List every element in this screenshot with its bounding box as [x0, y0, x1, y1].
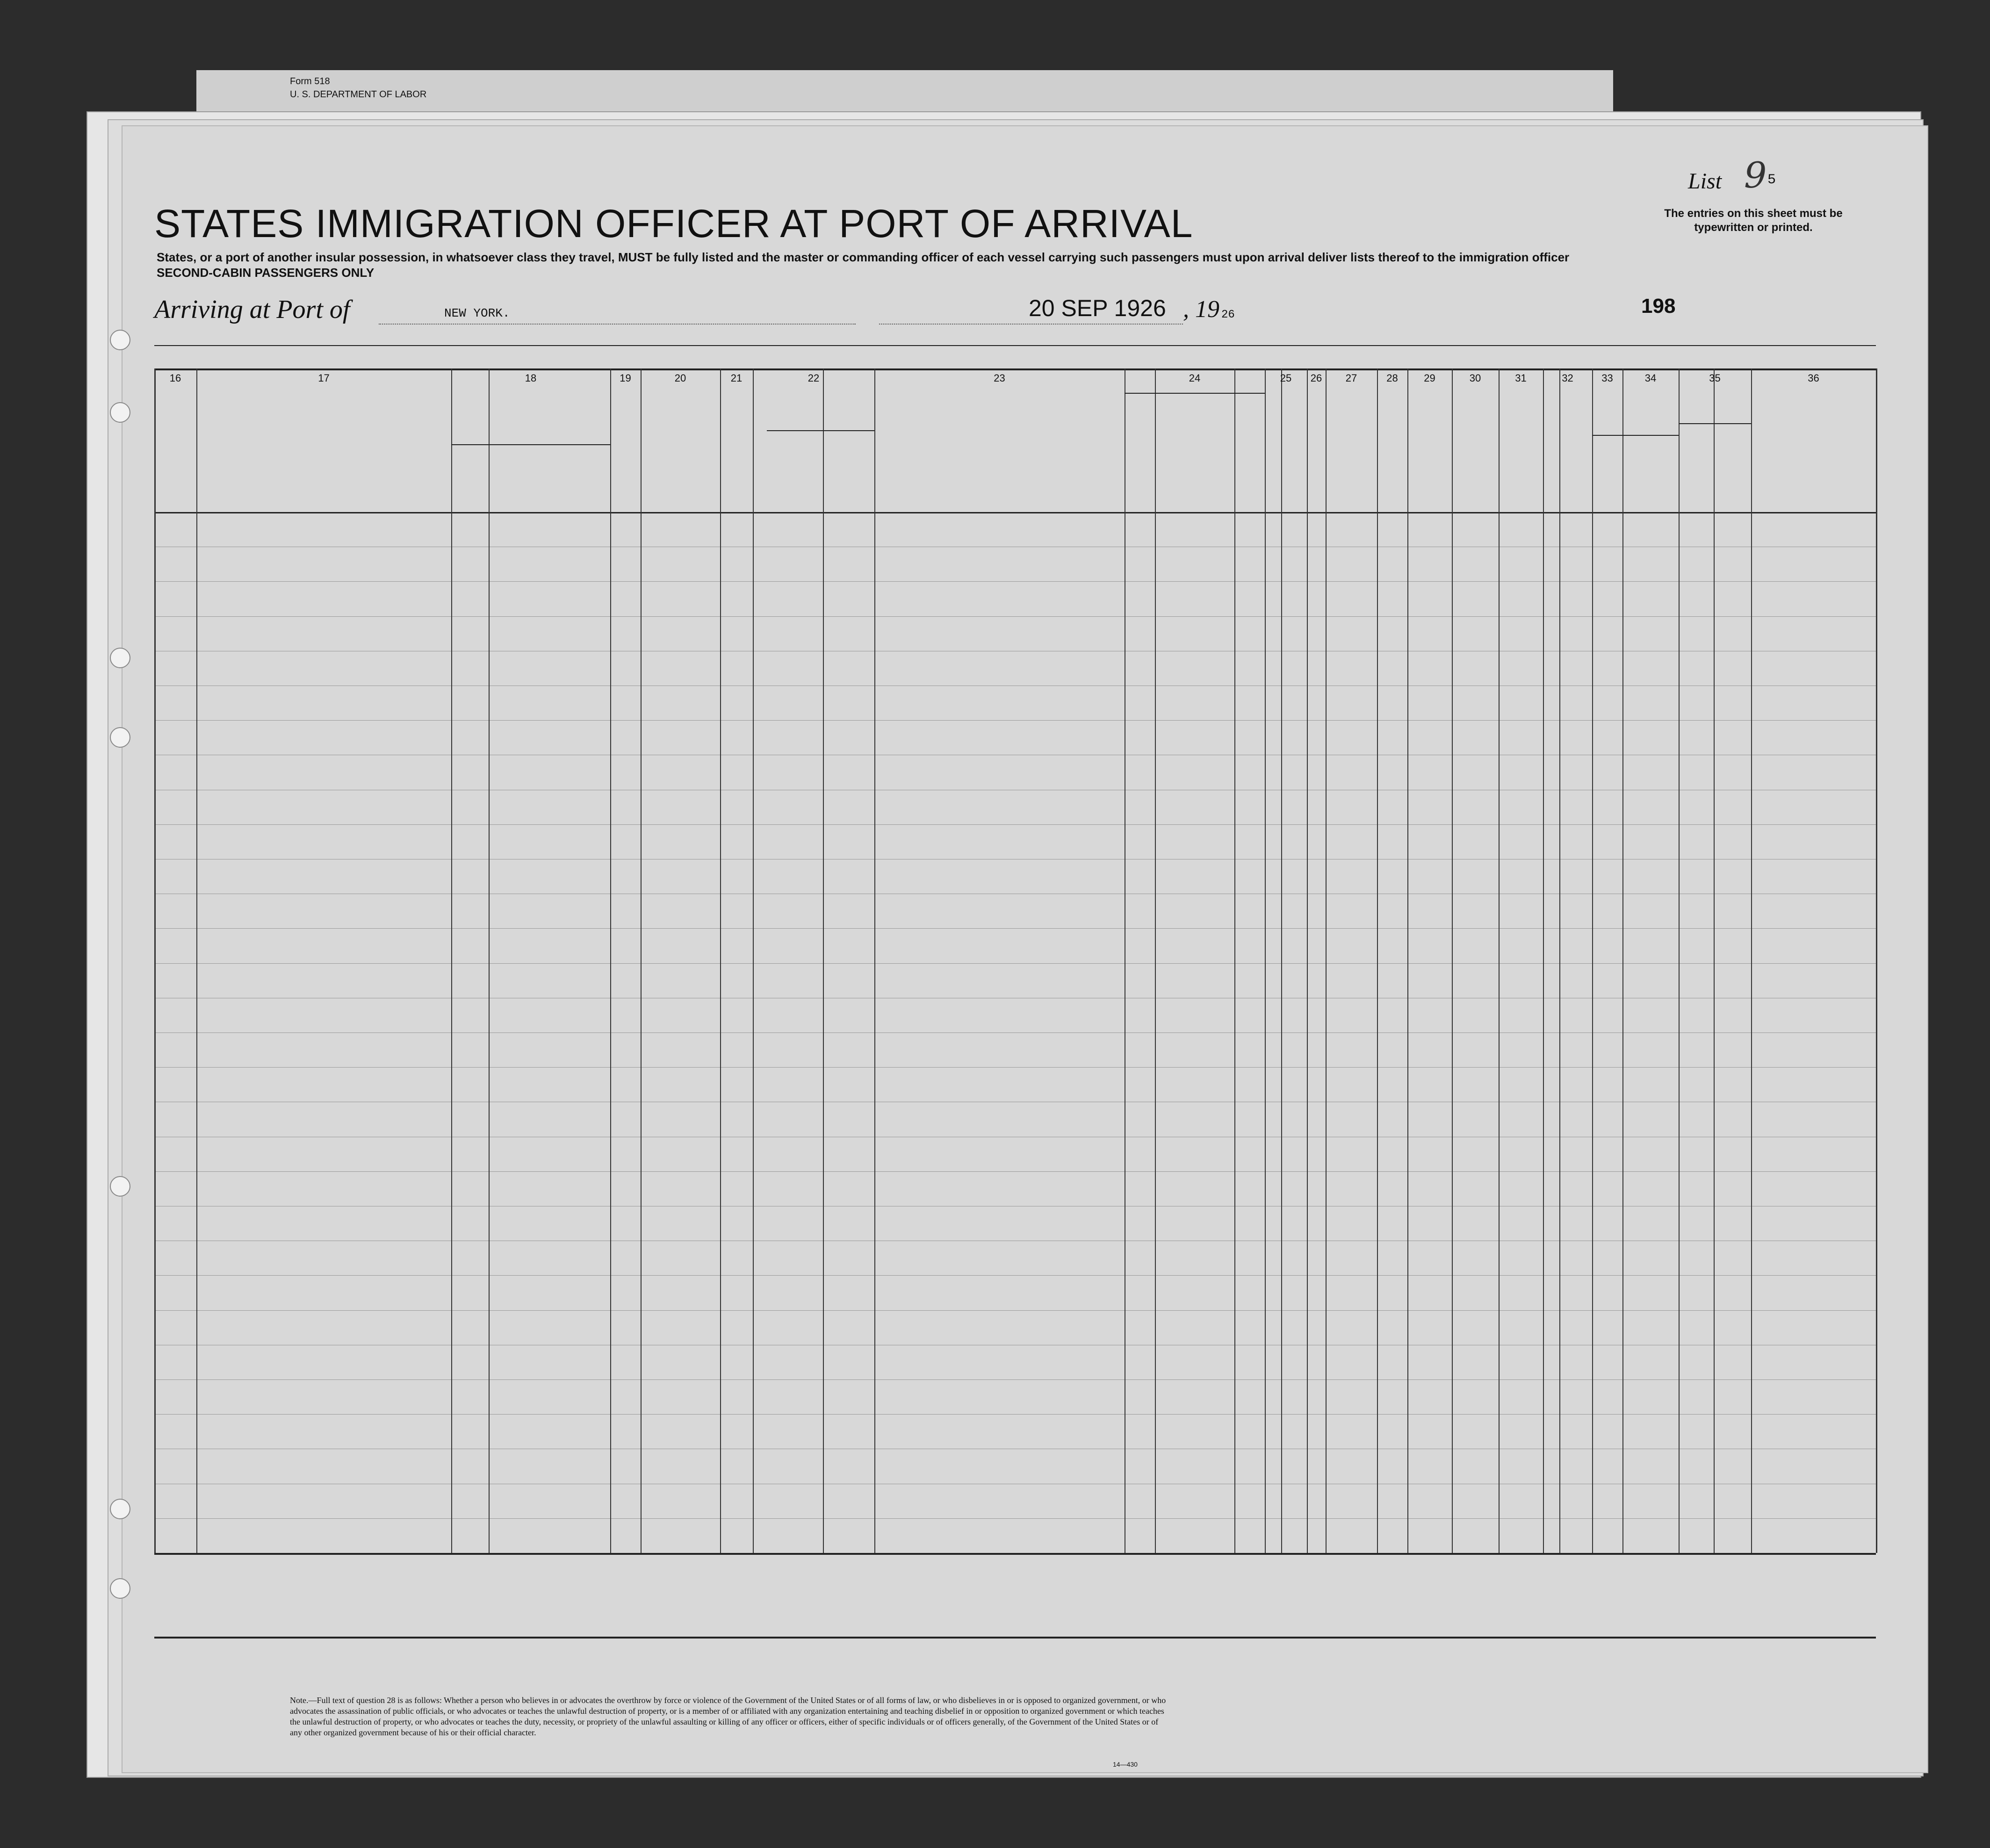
column-rule	[1714, 368, 1715, 1553]
binder-hole	[110, 1578, 130, 1599]
year-label: , 19	[1183, 296, 1219, 323]
column-rule	[1559, 368, 1560, 1553]
binder-hole	[110, 727, 130, 748]
column-number: 27	[1345, 372, 1357, 384]
column-number: 21	[730, 372, 743, 384]
row-rule	[154, 720, 1876, 721]
column-rule	[1265, 368, 1266, 1553]
footnote: Note.—Full text of question 28 is as follows: Whether a person who believes in or advocates the overthrow by force or violence of the Government of the United States or of all forms of law, or who disbelieves in or is opposed to organized government, or who advocates the assassination of public officials, or who advocates or teaches the unlawful destruction of property, or is a member of or affiliated with any organization entertaining and teaching disbelief in or opposition to organized government or which teaches the unlawful destruction of property, or who advocates or teaches the duty, necessity, or propriety of the unlawful assaulting or killing of any officer or officers, either of specific individuals or of officers generally, of the Government of the United States or of any other organized government because of his or their official character.	[290, 1696, 1166, 1737]
column-rule	[1326, 368, 1327, 1553]
form-instructions: States, or a port of another insular possession, in whatsoever class they travel, MUST be fully listed and the master or commanding officer of each vessel carrying such passengers must upon arrival deliver lists thereof to the immigration officer	[157, 250, 1570, 264]
column-rule	[1592, 368, 1593, 1553]
column-rule	[720, 368, 721, 1553]
subheader-rule	[767, 430, 874, 431]
column-rule	[451, 368, 452, 1553]
column-number: 18	[525, 372, 537, 384]
column-number: 35	[1709, 372, 1721, 384]
column-number: 31	[1515, 372, 1527, 384]
column-rule	[196, 368, 197, 1553]
column-rule	[1155, 368, 1156, 1553]
column-number: 17	[318, 372, 330, 384]
table-bottom-rule	[154, 1553, 1876, 1555]
column-rule	[1543, 368, 1544, 1553]
entries-note: The entries on this sheet must be typewritten or printed.	[1664, 207, 1843, 234]
list-handwritten-number: 9	[1744, 154, 1767, 196]
column-rule	[154, 368, 156, 1553]
column-number: 23	[994, 372, 1005, 384]
form-number-text: Form 518	[290, 76, 330, 87]
column-number: 19	[620, 372, 631, 384]
row-rule	[154, 1379, 1876, 1380]
binder-hole	[110, 1176, 130, 1197]
column-rule	[1234, 368, 1235, 1553]
date-dotted-line	[879, 324, 1183, 325]
column-rule	[610, 368, 611, 1553]
column-rule	[1407, 368, 1408, 1553]
column-number: 20	[674, 372, 686, 384]
column-rule	[1377, 368, 1378, 1553]
column-rule	[1622, 368, 1623, 1553]
column-number: 22	[808, 372, 820, 384]
print-code: 14—430	[1113, 1761, 1138, 1768]
column-number: 29	[1424, 372, 1435, 384]
column-number: 32	[1562, 372, 1573, 384]
list-number-stamp: 198	[1641, 295, 1676, 318]
column-rule	[1307, 368, 1308, 1553]
row-rule	[154, 616, 1876, 617]
passenger-class: SECOND-CABIN PASSENGERS ONLY	[157, 266, 375, 280]
column-rule	[641, 368, 642, 1553]
binder-hole	[110, 402, 130, 423]
department-text: U. S. DEPARTMENT OF LABOR	[290, 89, 427, 100]
year-suffix: 26	[1221, 309, 1235, 321]
column-number: 26	[1310, 372, 1322, 384]
page-bottom-rule	[154, 1637, 1876, 1639]
column-rule	[489, 368, 490, 1553]
row-rule	[154, 1171, 1876, 1172]
row-rule	[154, 1414, 1876, 1415]
binder-hole	[110, 330, 130, 350]
subheader-rule	[1125, 393, 1265, 394]
list-number: 5	[1767, 172, 1776, 188]
column-rule	[1452, 368, 1453, 1553]
list-label: List	[1688, 169, 1722, 194]
port-name: NEW YORK.	[444, 306, 510, 320]
row-rule	[154, 1275, 1876, 1276]
row-rule	[154, 928, 1876, 929]
subheader-rule	[1679, 423, 1751, 424]
form-title: STATES IMMIGRATION OFFICER AT PORT OF ARRIVAL	[154, 202, 1193, 245]
column-rule	[753, 368, 754, 1553]
column-number: 24	[1189, 372, 1201, 384]
column-rule	[1281, 368, 1282, 1553]
header-rule-top	[154, 345, 1876, 346]
column-number: 30	[1469, 372, 1481, 384]
row-rule	[154, 824, 1876, 825]
column-rule	[1499, 368, 1500, 1553]
binder-hole	[110, 648, 130, 668]
column-rule	[1679, 368, 1680, 1553]
column-number: 36	[1808, 372, 1819, 384]
column-rule	[874, 368, 875, 1553]
header-rule	[154, 368, 1876, 370]
row-rule	[154, 1518, 1876, 1519]
column-number: 33	[1601, 372, 1613, 384]
date-stamp: 20 SEP 1926	[1029, 295, 1166, 321]
column-rule	[823, 368, 824, 1553]
form-number	[290, 75, 426, 101]
column-number: 28	[1386, 372, 1398, 384]
column-rule	[1876, 368, 1877, 1553]
row-rule	[154, 1067, 1876, 1068]
row-rule	[154, 581, 1876, 582]
header-bottom-rule	[154, 512, 1876, 513]
row-rule	[154, 1310, 1876, 1311]
subheader-rule	[451, 444, 610, 445]
column-number: 25	[1280, 372, 1292, 384]
row-rule	[154, 963, 1876, 964]
port-dotted-line	[379, 324, 856, 325]
binder-hole	[110, 1499, 130, 1519]
row-rule	[154, 1032, 1876, 1033]
subheader-rule	[1592, 435, 1679, 436]
column-number: 16	[169, 372, 181, 384]
arriving-label: Arriving at Port of	[154, 295, 350, 324]
column-rule	[1751, 368, 1752, 1553]
column-number: 34	[1644, 372, 1657, 384]
